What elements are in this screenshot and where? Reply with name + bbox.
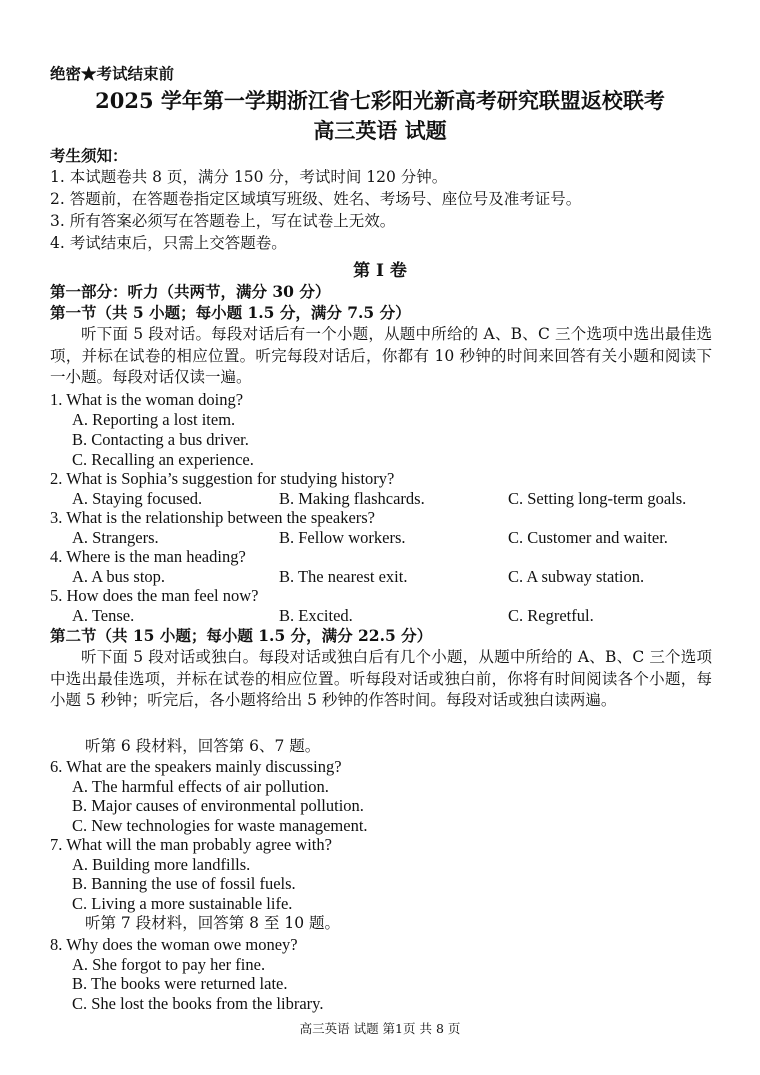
exam-subtitle: 高三英语 试题 <box>313 118 447 143</box>
option-a: A. Building more landfills. <box>72 855 251 874</box>
section1-instructions: 听下面 5 段对话。每段对话后有一个小题，从题中所给的 A、B、C 三个选项中选出最佳选项，并标在试卷的相应位置。听完每段对话后，你都有 10 秒钟的时间来回答有关小题和阅读下一小题。每段对话仅读一遍。 <box>50 325 712 386</box>
confidential-label: 绝密★考试结束前 <box>50 64 175 83</box>
option-a: A. Reporting a lost item. <box>72 410 236 429</box>
option-b: B. The books were returned late. <box>72 974 288 993</box>
option-c: C. She lost the books from the library. <box>72 994 324 1013</box>
option-c: C. New technologies for waste management. <box>72 816 368 835</box>
option-b: B. Fellow workers. <box>279 528 406 547</box>
section2-heading: 第二节（共 15 小题；每小题 1.5 分，满分 22.5 分） <box>50 626 433 645</box>
option-c: C. Setting long-term goals. <box>508 489 687 508</box>
material-6-note: 听第 6 段材料，回答第 6、7 题。 <box>85 737 321 755</box>
volume-heading: 第 I 卷 <box>353 261 407 281</box>
option-c: C. Regretful. <box>508 606 594 625</box>
notice-heading: 考生须知： <box>50 146 128 165</box>
option-a: A. Strangers. <box>72 528 159 547</box>
question-1: 1. What is the woman doing? <box>50 390 244 409</box>
exam-title: 2025 学年第一学期浙江省七彩阳光新高考研究联盟返校联考 <box>95 88 665 113</box>
option-a: A. The harmful effects of air pollution. <box>72 777 329 796</box>
option-c: C. Living a more sustainable life. <box>72 894 293 913</box>
option-b: B. Excited. <box>279 606 353 625</box>
question-8: 8. Why does the woman owe money? <box>50 935 298 954</box>
question-2: 2. What is Sophia’s suggestion for studying history? <box>50 469 395 488</box>
question-4: 4. Where is the man heading? <box>50 547 246 566</box>
section2-instructions: 听下面 5 段对话或独白。每段对话或独白后有几个小题，从题中所给的 A、B、C 三个选项中选出最佳选项，并标在试卷的相应位置。听每段对话或独白前，你将有时间阅读各个小题，每小题 5 秒钟；听完后，各小题将给出 5 秒钟的作答时间。每段对话或独白读两遍。 <box>50 648 712 709</box>
part1-heading: 第一部分：听力（共两节，满分 30 分） <box>50 282 331 301</box>
option-b: B. Contacting a bus driver. <box>72 430 249 449</box>
option-b: B. Banning the use of fossil fuels. <box>72 874 296 893</box>
notice-item: 4. 考试结束后，只需上交答题卷。 <box>50 234 287 252</box>
option-b: B. Making flashcards. <box>279 489 425 508</box>
notice-item: 1. 本试题卷共 8 页，满分 150 分，考试时间 120 分钟。 <box>50 168 448 186</box>
notice-item: 2. 答题前，在答题卷指定区域填写班级、姓名、考场号、座位号及准考证号。 <box>50 190 582 208</box>
option-a: A. Staying focused. <box>72 489 203 508</box>
notice-item: 3. 所有答案必须写在答题卷上，写在试卷上无效。 <box>50 212 396 230</box>
page-footer: 高三英语 试题 第1页 共 8 页 <box>299 1021 461 1036</box>
option-c: C. Customer and waiter. <box>508 528 668 547</box>
option-a: A. A bus stop. <box>72 567 166 586</box>
option-a: A. She forgot to pay her fine. <box>72 955 266 974</box>
option-a: A. Tense. <box>72 606 135 625</box>
option-c: C. Recalling an experience. <box>72 450 254 469</box>
question-3: 3. What is the relationship between the speakers? <box>50 508 376 527</box>
question-5: 5. How does the man feel now? <box>50 586 259 605</box>
question-6: 6. What are the speakers mainly discussing? <box>50 757 342 776</box>
section1-heading: 第一节（共 5 小题；每小题 1.5 分，满分 7.5 分） <box>50 303 411 322</box>
question-7: 7. What will the man probably agree with? <box>50 835 332 854</box>
option-b: B. Major causes of environmental pollution. <box>72 796 364 815</box>
material-7-note: 听第 7 段材料，回答第 8 至 10 题。 <box>85 914 341 932</box>
option-c: C. A subway station. <box>508 567 645 586</box>
option-b: B. The nearest exit. <box>279 567 408 586</box>
